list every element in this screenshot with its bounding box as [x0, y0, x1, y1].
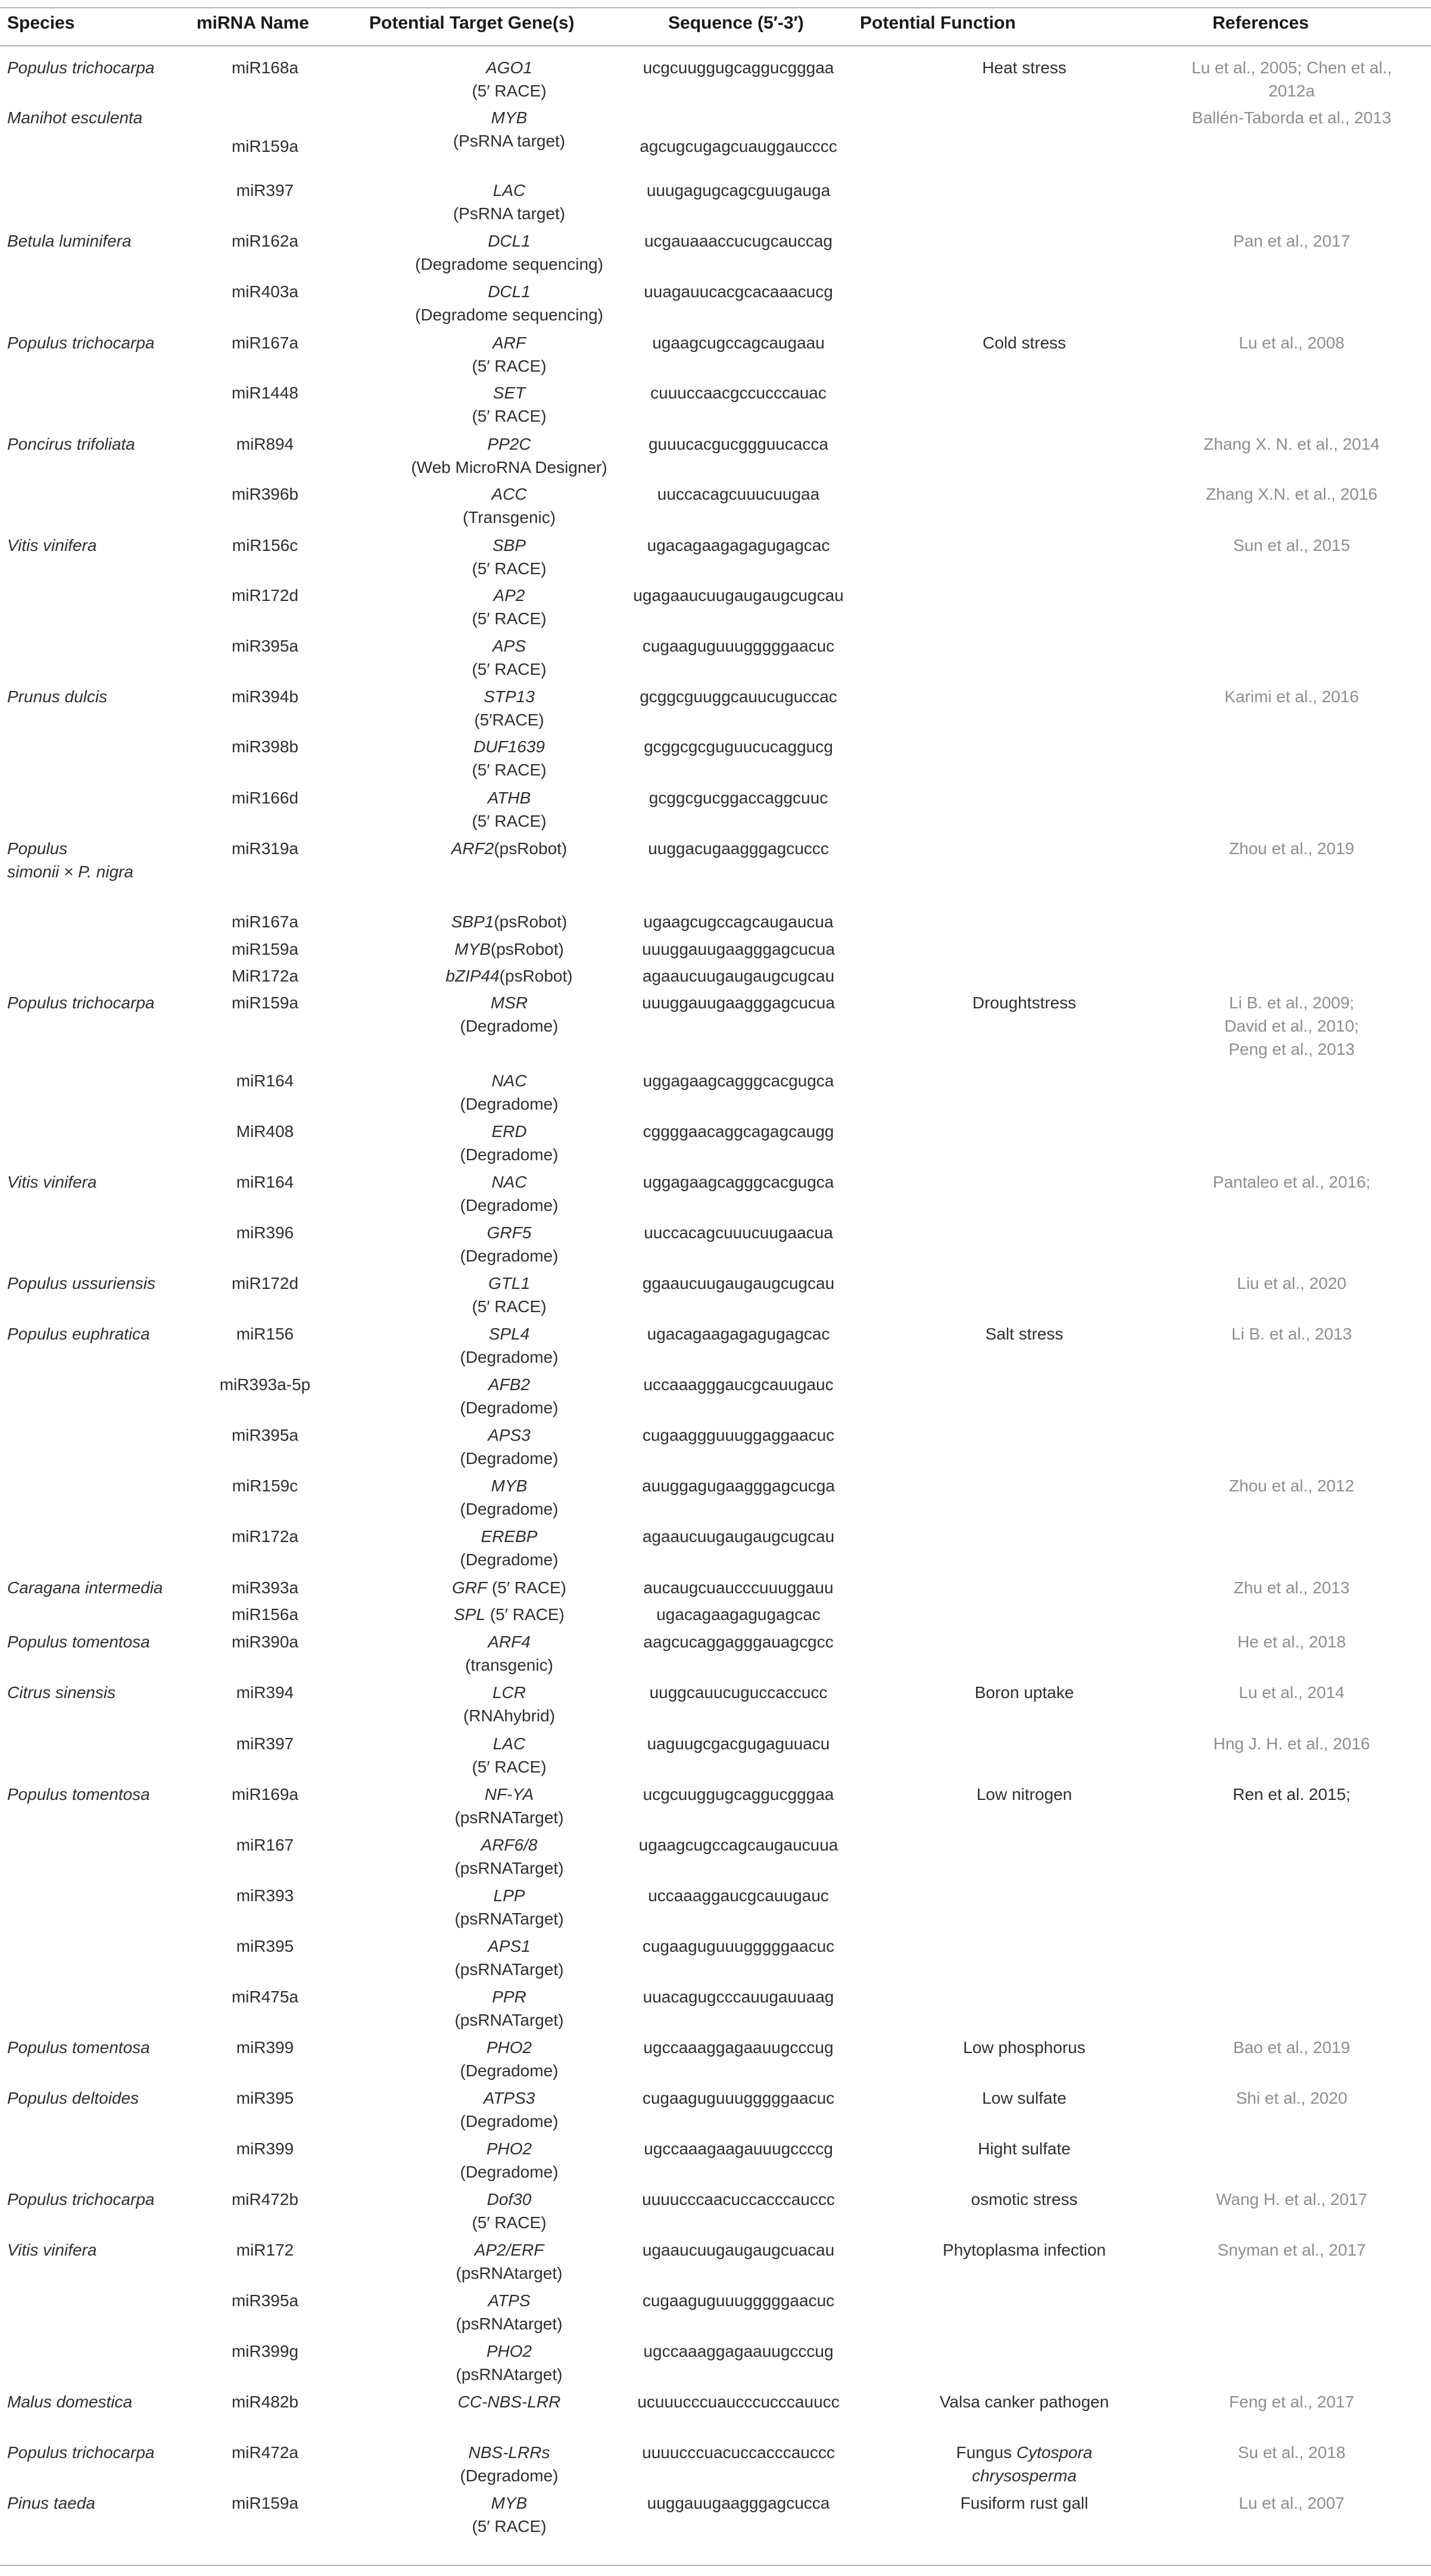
reference-cell: Li B. et al., 2009; [1229, 993, 1355, 1012]
reference-cell: Lu et al., 2005; Chen et al., [1191, 58, 1392, 77]
sequence-cell: uuuucccuacuccacccauccc [642, 2443, 835, 2462]
header-rule [0, 45, 1431, 46]
method-label: (RNAhybrid) [463, 1706, 556, 1725]
gene-name: APS [492, 637, 526, 655]
reference-cell: Snyman et al., 2017 [1217, 2241, 1366, 2259]
mirna-cell: miR894 [236, 435, 294, 453]
reference-cell: Ballén-Taborda et al., 2013 [1192, 108, 1392, 127]
reference-cell: Zhang X. N. et al., 2014 [1204, 435, 1380, 453]
mirna-cell: miR393a [231, 1578, 299, 1597]
reference-cell: He et al., 2018 [1237, 1633, 1346, 1651]
reference-cell: Wang H. et al., 2017 [1215, 2190, 1368, 2209]
sequence-cell: ucgcuuggugcaggucgggaa [643, 1785, 834, 1803]
function-text: Heat stress [982, 58, 1067, 77]
mirna-cell: miR403a [231, 282, 299, 301]
mirna-cell: miR162a [231, 232, 299, 250]
method-label: (Degradome) [460, 1500, 559, 1518]
gene-name: ARF6/8 [481, 1836, 538, 1854]
method-label: (psRobot) [490, 940, 564, 958]
sequence-cell: aucaugcuaucccuuuggauu [643, 1578, 834, 1597]
method-label: (5′ RACE) [485, 1605, 565, 1624]
method-label: (5′ RACE) [472, 2517, 547, 2535]
function-cell [893, 1681, 1155, 1704]
function-cell [893, 991, 1155, 1014]
method-label: (5′ RACE) [472, 407, 547, 425]
mirna-cell: miR159a [231, 993, 299, 1012]
species-cell: Populus deltoides [7, 2089, 139, 2107]
mirna-cell: miR167a [231, 334, 299, 352]
species-cell: Populus trichocarpa [7, 2190, 155, 2209]
sequence-cell: ucuuucccuaucccucccauucc [637, 2393, 840, 2411]
mirna-cell: miR167 [236, 1836, 294, 1854]
species-cell: Populus ussuriensis [7, 1274, 156, 1292]
mirna-cell: miR167a [231, 912, 299, 931]
species-cell: simonii × P. nigra [7, 862, 133, 881]
gene-name: STP13 [484, 687, 535, 706]
gene-name: MSR [490, 993, 528, 1012]
target-gene-cell [369, 106, 649, 129]
sequence-cell: gcggcgcguguucucaggucg [644, 737, 833, 756]
bottom-rule [0, 2565, 1431, 2566]
sequence-cell: uuacagugcccauugauuaag [643, 1988, 834, 2006]
mirna-cell: miR156 [236, 1325, 294, 1343]
mirna-cell: miR166d [231, 789, 299, 807]
reference-cell: Lu et al., 2014 [1239, 1683, 1345, 1702]
reference-cell: Ren et al. 2015; [1233, 1785, 1351, 1803]
reference-cell: Zhu et al., 2013 [1233, 1578, 1350, 1597]
method-label: (transgenic) [465, 1656, 553, 1674]
species-cell: Vitis vinifera [7, 1173, 97, 1191]
gene-name: GRF [452, 1578, 488, 1597]
gene-name: NBS-LRRs [468, 2443, 550, 2462]
mirna-cell: miR172a [231, 1527, 299, 1546]
function-text: Cold stress [982, 334, 1067, 352]
top-rule [0, 7, 1431, 8]
gene-name: DUF1639 [473, 737, 545, 756]
method-label: (psRobot) [494, 839, 568, 858]
mirna-cell: miR399g [231, 2342, 299, 2360]
sequence-cell: ugccaaaggagaauugcccug [643, 2342, 834, 2360]
reference-cell: Pantaleo et al., 2016; [1212, 1173, 1371, 1191]
gene-name: AP2/ERF [474, 2241, 544, 2259]
method-label: (5′ RACE) [472, 82, 547, 100]
species-cell: Manihot esculenta [7, 108, 143, 127]
mirna-cell: miR399 [236, 2139, 294, 2158]
gene-name: MYB [491, 108, 528, 127]
sequence-cell: cugaaguguuugggggaacuc [642, 1937, 835, 1955]
species-cell: Populus trichocarpa [7, 58, 155, 77]
gene-name: MYB [454, 940, 491, 958]
sequence-cell: ugacagaagagagugagcac [647, 1325, 830, 1343]
species-cell: Populus euphratica [7, 1325, 150, 1343]
method-label: (Degradome) [460, 1196, 559, 1214]
gene-name: SBP [492, 536, 526, 555]
method-label: (Degradome) [460, 2466, 559, 2485]
reference-cell: Hng J. H. et al., 2016 [1213, 1734, 1370, 1753]
method-label: (Degradome) [460, 1449, 559, 1468]
method-label: (Degradome) [460, 2163, 559, 2181]
function-cell [893, 2188, 1155, 2211]
reference-cell: Zhang X.N. et al., 2016 [1206, 485, 1377, 503]
function-cell [893, 2238, 1155, 2262]
method-label: (5′RACE) [474, 711, 544, 729]
gene-name: ATPS [488, 2291, 531, 2310]
method-label: (5′ RACE) [472, 812, 547, 830]
header-mirna: miRNA Name [197, 13, 309, 33]
method-label: (5′ RACE) [472, 1758, 547, 1776]
gene-name: AP2 [493, 586, 525, 605]
mirna-cell: miR1448 [231, 384, 299, 402]
mirna-cell: miR397 [236, 181, 294, 200]
method-label: (5′ RACE) [472, 609, 547, 628]
sequence-cell: uuuggauugaagggagcucua [642, 940, 835, 958]
function-organism: Cytospora [1016, 2443, 1093, 2462]
method-label: (psRNATarget) [454, 2011, 564, 2029]
gene-name: CC-NBS-LRR [457, 2393, 561, 2411]
sequence-cell: uuuggauugaagggagcucua [642, 993, 835, 1012]
reference-cell: Li B. et al., 2013 [1231, 1325, 1352, 1343]
sequence-cell: cugaaguguuugggggaacuc [642, 637, 835, 655]
method-label: (psRNATarget) [454, 1960, 564, 1979]
gene-name: ATHB [487, 789, 531, 807]
gene-name: APS1 [488, 1937, 531, 1955]
gene-name: SET [492, 384, 526, 402]
sequence-cell: ugagaaucuugaugaugcugcau [633, 586, 844, 605]
mirna-cell: miR159c [232, 1477, 298, 1495]
method-label: (Degradome) [460, 1095, 559, 1113]
method-label: (psRNAtarget) [456, 2264, 563, 2282]
sequence-cell: agaaucuugaugaugcugcau [642, 967, 835, 985]
method-label: (Web MicroRNA Designer) [411, 458, 607, 476]
function-cell [893, 2086, 1155, 2110]
method-label: (Degradome) [460, 1145, 559, 1164]
sequence-cell: cuuuccaacgccucccauac [650, 384, 827, 402]
gene-name: ARF [492, 334, 526, 352]
sequence-cell: guuucacgucggguucacca [648, 435, 828, 453]
mirna-cell: miR475a [231, 1988, 299, 2006]
sequence-cell: uuggcauucuguccaccucc [649, 1683, 828, 1702]
sequence-cell: ggaaucuugaugaugcugcau [642, 1274, 835, 1292]
sequence-cell: gcggcguuggcauucuguccac [640, 687, 837, 706]
method-label: (PsRNA target) [453, 132, 566, 150]
gene-name: LAC [492, 1734, 526, 1753]
header-species: Species [7, 13, 75, 33]
function-cell [893, 1322, 1155, 1345]
mirna-cell: miR172 [236, 2241, 294, 2259]
species-cell: Populus trichocarpa [7, 2443, 155, 2462]
mirna-cell: miR319a [231, 839, 299, 858]
gene-name: NF-YA [484, 1785, 534, 1803]
function-text: Low nitrogen [976, 1785, 1073, 1803]
gene-name: bZIP44 [445, 967, 500, 985]
function-cell [893, 2441, 1155, 2464]
header-function: Potential Function [860, 13, 1016, 33]
function-cell [893, 56, 1155, 79]
method-label: (Degradome) [460, 2061, 559, 2080]
sequence-cell: cggggaacaggcagagcaugg [643, 1122, 834, 1141]
function-text: Low sulfate [982, 2089, 1067, 2107]
sequence-cell: uuccacagcuuucuugaacua [644, 1223, 833, 1242]
reference-cell: Karimi et al., 2016 [1224, 687, 1359, 706]
sequence-cell: uuggacugaagggagcuccc [648, 839, 829, 858]
header-references: References [1212, 13, 1309, 33]
mirna-cell: miR472b [231, 2190, 299, 2209]
function-text: Fungus [956, 2443, 1017, 2462]
mirna-cell: miR159a [231, 137, 299, 155]
reference-cell: Su et al., 2018 [1237, 2443, 1346, 2462]
mirna-cell: miR398b [231, 737, 299, 756]
gene-name: ARF2 [451, 839, 494, 858]
reference-cell: Lu et al., 2007 [1239, 2494, 1345, 2512]
reference-cell: Bao et al., 2019 [1233, 2038, 1351, 2057]
function-text: Valsa canker pathogen [939, 2393, 1109, 2411]
mirna-cell: miR396 [236, 1223, 294, 1242]
gene-name: ACC [491, 485, 527, 503]
sequence-cell: cugaaguguuugggggaacuc [642, 2291, 835, 2310]
method-label: (Degradome sequencing) [415, 255, 603, 273]
mirna-cell: miR394b [231, 687, 299, 706]
species-cell: Prunus dulcis [7, 687, 108, 706]
species-cell: Populus [7, 839, 68, 858]
mirna-cell: miR390a [231, 1633, 299, 1651]
sequence-cell: ugccaaaggagaauugcccug [643, 2038, 834, 2057]
reference-cell: Lu et al., 2008 [1239, 334, 1345, 352]
mirna-cell: miR397 [236, 1734, 294, 1753]
function-cell [893, 1783, 1155, 1806]
gene-name: PHO2 [486, 2139, 532, 2158]
species-cell: Betula luminifera [7, 232, 132, 250]
method-label: (PsRNA target) [453, 204, 566, 223]
method-label: (Degradome) [460, 2112, 559, 2130]
function-text: Phytoplasma infection [943, 2241, 1106, 2259]
mirna-cell: miR396b [231, 485, 299, 503]
gene-name: DCL1 [488, 232, 531, 250]
mirna-cell: miR172d [231, 1274, 299, 1292]
gene-name: SBP1 [451, 912, 494, 931]
mirna-cell: miR164 [236, 1173, 294, 1191]
gene-name: ERD [491, 1122, 527, 1141]
gene-name: PPR [492, 1988, 526, 2006]
function-text: Hight sulfate [978, 2139, 1071, 2158]
gene-name: ARF4 [488, 1633, 531, 1651]
function-cell [893, 2137, 1155, 2160]
sequence-cell: ugaagcugccagcaugaucua [643, 912, 834, 931]
method-label: (Degradome) [460, 1398, 559, 1417]
sequence-cell: uuggauugaagggagcucca [647, 2494, 830, 2512]
gene-name: LAC [492, 181, 526, 200]
method-label: (psRobot) [494, 912, 568, 931]
mirna-cell: miR393 [236, 1886, 294, 1905]
gene-name: LCR [492, 1683, 526, 1702]
species-cell: Malus domestica [7, 2393, 133, 2411]
method-label: (psRNATarget) [454, 1910, 564, 1928]
sequence-cell: uccaaagggaucgcauugauc [643, 1375, 834, 1394]
method-label: (psRobot) [499, 967, 573, 985]
method-label: (5′ RACE) [472, 2213, 547, 2232]
sequence-cell: uccaaaggaucgcauugauc [648, 1886, 829, 1905]
function-text: Salt stress [985, 1325, 1064, 1343]
mirna-cell: MiR408 [236, 1122, 294, 1141]
sequence-cell: ugaagcugccagcaugaucuua [638, 1836, 838, 1854]
gene-name: PP2C [487, 435, 531, 453]
method-label: (Degradome) [460, 1017, 559, 1035]
function-text: Boron uptake [974, 1683, 1074, 1702]
function-text: Fusiform rust gall [960, 2494, 1089, 2512]
species-cell: Citrus sinensis [7, 1683, 116, 1702]
gene-name: NAC [491, 1071, 527, 1090]
sequence-cell: agaaucuugaugaugcugcau [642, 1527, 835, 1546]
mirna-cell: miR159a [231, 2494, 299, 2512]
gene-name: SPL [454, 1605, 486, 1624]
reference-cell: David et al., 2010; [1224, 1017, 1359, 1035]
mirna-cell: miR395 [236, 1937, 294, 1955]
sequence-cell: aagcucaggagggauagcgcc [643, 1633, 834, 1651]
reference-cell: Shi et al., 2020 [1236, 2089, 1348, 2107]
reference-cell: Peng et al., 2013 [1229, 1040, 1355, 1058]
mirna-cell: miR164 [236, 1071, 294, 1090]
reference-cell: Pan et al., 2017 [1233, 232, 1351, 250]
mirna-cell: miR169a [231, 1785, 299, 1803]
mirna-cell: miR394 [236, 1683, 294, 1702]
mirna-cell: miR399 [236, 2038, 294, 2057]
gene-name: GRF5 [487, 1223, 532, 1242]
mirna-cell: miR159a [231, 940, 299, 958]
method-label: (5′ RACE) [472, 761, 547, 779]
gene-name: MYB [491, 2494, 528, 2512]
reference-cell: 2012a [1268, 82, 1315, 100]
sequence-cell: uuccacagcuuucuugaa [657, 485, 820, 503]
gene-name: ATPS3 [483, 2089, 535, 2107]
mirna-cell: miR395 [236, 2089, 294, 2107]
gene-name: APS3 [488, 1426, 531, 1444]
mirna-cell: miR482b [231, 2393, 299, 2411]
reference-cell: Zhou et al., 2012 [1229, 1477, 1355, 1495]
mirna-cell: miR168a [231, 58, 299, 77]
function-cell [893, 2390, 1155, 2413]
mirna-cell: miR156c [232, 536, 298, 555]
header-target: Potential Target Gene(s) [369, 13, 575, 33]
sequence-cell: ucgauaaaccucugcauccag [644, 232, 833, 250]
method-label: (psRNATarget) [454, 1808, 564, 1827]
method-label: (Degradome) [460, 1550, 559, 1569]
method-label: (5′ RACE) [472, 660, 547, 678]
method-label: (psRNAtarget) [456, 2315, 563, 2333]
method-label: (5′ RACE) [487, 1578, 566, 1597]
function-organism: chrysosperma [972, 2466, 1077, 2485]
mirna-cell: miR395a [231, 1426, 299, 1444]
sequence-cell: ugccaaagaagauuugccccg [644, 2139, 833, 2158]
gene-name: AFB2 [488, 1375, 531, 1394]
method-label: (5′ RACE) [472, 559, 547, 578]
gene-name: LPP [493, 1886, 525, 1905]
method-label: (psRNATarget) [454, 1859, 564, 1877]
gene-name: EREBP [481, 1527, 538, 1546]
mirna-cell: miR472a [231, 2443, 299, 2462]
sequence-cell: ugacagaagagugagcac [656, 1605, 821, 1624]
sequence-cell: uggagaagcagggcacgugca [643, 1173, 834, 1191]
function-text: Droughtstress [972, 993, 1077, 1012]
sequence-cell: cugaaggguuuggaggaacuc [642, 1426, 835, 1444]
function-text: osmotic stress [971, 2190, 1078, 2209]
gene-name: SPL4 [488, 1325, 530, 1343]
sequence-cell: gcggcgucggaccaggcuuc [649, 789, 828, 807]
gene-name: NAC [491, 1173, 527, 1191]
species-cell: Poncirus trifoliata [7, 435, 135, 453]
sequence-cell: uuagauucacgcacaaacucg [644, 282, 833, 301]
reference-cell: Feng et al., 2017 [1229, 2393, 1355, 2411]
gene-name: PHO2 [486, 2038, 532, 2057]
sequence-cell: ugacagaagagagugagcac [647, 536, 830, 555]
mirna-cell: miR395a [231, 637, 299, 655]
mirna-cell: miR156a [231, 1605, 299, 1624]
species-cell: Populus tomentosa [7, 2038, 150, 2057]
sequence-cell: agcugcugagcuauggaucccc [640, 137, 837, 155]
method-label: (Transgenic) [462, 508, 556, 527]
sequence-cell: uuuucccaacuccacccauccc [642, 2190, 835, 2209]
species-cell: Vitis vinifera [7, 2241, 97, 2259]
function-cell [893, 331, 1155, 354]
reference-cell: Liu et al., 2020 [1237, 1274, 1346, 1292]
gene-name: AGO1 [486, 58, 532, 77]
species-cell: Populus tomentosa [7, 1633, 150, 1651]
mirna-cell: MiR172a [231, 967, 299, 985]
sequence-cell: ugaaucuugaugaugcuacau [642, 2241, 835, 2259]
species-cell: Populus trichocarpa [7, 993, 155, 1012]
method-label: (5′ RACE) [472, 1297, 547, 1316]
gene-name: DCL1 [488, 282, 531, 301]
gene-name: MYB [491, 1477, 528, 1495]
sequence-cell: uggagaagcagggcacgugca [643, 1071, 834, 1090]
sequence-cell: ucgcuuggugcaggucgggaa [643, 58, 834, 77]
gene-name: PHO2 [486, 2342, 532, 2360]
mirna-cell: miR395a [231, 2291, 299, 2310]
method-label: (Degradome) [460, 1247, 559, 1265]
mirna-cell: miR393a-5p [219, 1375, 311, 1394]
gene-name: Dof30 [487, 2190, 532, 2209]
mirna-cell: miR172d [231, 586, 299, 605]
species-cell: Caragana intermedia [7, 1578, 163, 1597]
method-label: (psRNAtarget) [456, 2365, 563, 2384]
method-label: (Degradome sequencing) [415, 306, 603, 324]
species-cell: Pinus taeda [7, 2494, 95, 2512]
sequence-cell: ugaagcugccagcaugaau [652, 334, 825, 352]
method-label: (5′ RACE) [472, 357, 547, 375]
function-text: Low phosphorus [963, 2038, 1086, 2057]
method-label: (Degradome) [460, 1348, 559, 1366]
header-sequence: Sequence (5′-3′) [668, 13, 804, 33]
sequence-cell: uuugagugcagcguugauga [646, 181, 831, 200]
species-cell: Populus trichocarpa [7, 334, 155, 352]
sequence-cell: cugaaguguuugggggaacuc [642, 2089, 835, 2107]
reference-cell: Sun et al., 2015 [1233, 536, 1351, 555]
species-cell: Vitis vinifera [7, 536, 97, 555]
gene-name: GTL1 [488, 1274, 531, 1292]
function-cell [893, 2491, 1155, 2515]
function-cell [893, 2036, 1155, 2059]
species-cell: Populus tomentosa [7, 1785, 150, 1803]
sequence-cell: uaguugcgacgugaguuacu [647, 1734, 830, 1753]
sequence-cell: auuggagugaagggagcucga [642, 1477, 835, 1495]
reference-cell: Zhou et al., 2019 [1229, 839, 1355, 858]
